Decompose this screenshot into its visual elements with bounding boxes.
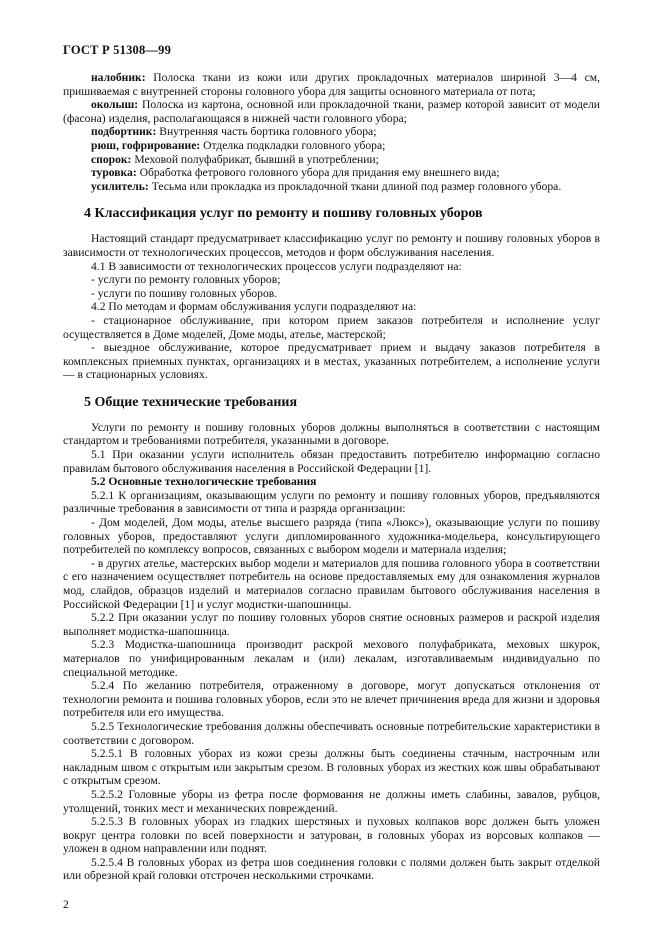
paragraph: 5.1 При оказании услуги исполнитель обязан предоставить потребителю информацию согласно правилам бытового обслуживания населения в Российской Федерации [1]. [63, 448, 600, 475]
definition-term: рюш, гофрирование: [91, 138, 201, 152]
definition-item [63, 166, 600, 180]
list-item: - Дом моделей, Дом моды, ателье высшего разряда (типа «Люкс»), оказывающие услуги по пошиву головных уборов, предоставляют услуги дипломированного художника-модельера, консультирующего потребителей по комплексу вопросов, связанных с выбором модели и материала изделия; [63, 516, 600, 557]
list-item: - в других ателье, мастерских выбор модели и материалов для пошива головного убора в соответствии с его назначением осуществляет потребитель на основе предоставляемых ему для ознакомления журналов мод, слайдов, образцов изделий и материалов согласно правилам бытового обслуживания населения в Российской Федерации [1] и услуг модистки-шапошницы. [63, 556, 600, 611]
list-item: - выездное обслуживание, которое предусматривает прием и выдачу заказов потребителя в комплексных приемных пунктах, организациях и в местах, указанных потребителем, а исполнение услуги — в стационарных условиях. [63, 341, 600, 382]
definition-text: Отделка подкладки головного убора; [200, 138, 386, 152]
definition-text: Полоска из картона, основной или прокладочной ткани, размер которой зависит от модели (фасона) изделия, располагающаяся в нижней части головного убора; [63, 98, 600, 125]
definition-text: Внутренняя часть бортика головного убора; [156, 125, 377, 139]
definitions-list [63, 71, 600, 193]
paragraph: 4.2 По методам и формам обслуживания услуги подразделяют на: [91, 300, 417, 314]
paragraph: 5.2.5.1 В головных уборах из кожи срезы должны быть соединены стачным, настрочным или накладным швом с открытым или закрытым срезом. В головных уборах из жестких кож швы обрабатывают с открытым срезом. [63, 747, 600, 788]
definition-term: усилитель: [91, 179, 149, 193]
definition-term: налобник: [91, 71, 146, 84]
definition-term: туровка: [91, 166, 137, 180]
list-item: - услуги по ремонту головных уборов; [91, 273, 281, 287]
definition-item [63, 180, 600, 194]
paragraph: 5.2.4 По желанию потребителя, отраженному в договоре, могут допускаться отклонения от технологии ремонта и пошива головных уборов, если это не влечет причинения вреда для жизни и здоровья потребителя или его имущества. [63, 679, 600, 720]
definition-item [63, 98, 600, 125]
paragraph: Услуги по ремонту и пошиву головных уборов должны выполняться в соответствии с настоящим стандартом и требованиями потребителя, указанными в договоре. [63, 420, 600, 448]
page-number: 2 [63, 898, 69, 911]
paragraph: Настоящий стандарт предусматривает классификацию услуг по ремонту и пошиву головных уборов в зависимости от технологических процессов, методов и форм обслуживания населения. [63, 232, 600, 259]
list-item: - стационарное обслуживание, при котором прием заказов потребителя и исполнение услуг осуществляется в Доме моделей, Доме моды, ателье, мастерской; [63, 313, 600, 341]
subsection-heading: 5.2 Основные технологические требования [91, 475, 317, 489]
paragraph: 5.2.5.4 В головных уборах из фетра шов соединения головки с полями должен быть закрыт отделкой или обрезной край головки отстрочен несколькими строчками. [63, 855, 600, 883]
paragraph: 5.2.1 К организациям, оказывающим услуги по ремонту и пошиву головных уборов, предъявляются различные требования в зависимости от типа и разряда организации: [63, 488, 600, 516]
definition-term: околыш: [91, 98, 139, 112]
definition-text: Полоска ткани из кожи или других прокладочных материалов шириной 3—4 см, пришиваемая с внутренней стороны головного убора для защиты основного материала от пота; [63, 71, 600, 98]
paragraph: 5.2.2 При оказании услуг по пошиву головных уборов снятие основных размеров и раскрой изделия выполняет модистка-шапошница. [63, 611, 600, 638]
section-5-heading: 5 Общие технические требования [84, 394, 298, 410]
paragraph: 5.2.5.3 В головных уборах из гладких шерстяных и пуховых колпаков ворс должен быть уложен вокруг центра головки по всей поверхности и затурован, в головных уборах из ворсовых колпаков — уложен в одном направлении или поднят. [63, 815, 600, 856]
definition-item [63, 125, 600, 139]
definition-text: Меховой полуфабрикат, бывший в употреблении; [131, 152, 379, 166]
paragraph: 5.2.5 Технологические требования должны обеспечивать основные потребительские характеристики в соответствии с договором. [63, 719, 600, 747]
page-content [63, 71, 600, 883]
section-4-heading: 4 Классификация услуг по ремонту и пошиву головных уборов [84, 206, 483, 222]
definition-text: Тесьма или прокладка из прокладочной ткани длиной под размер головного убора. [148, 179, 562, 193]
definition-term: подбортник: [91, 125, 157, 139]
paragraph: 5.2.3 Модистка-шапошница производит раскрой мехового полуфабриката, меховых шкурок, материалов по унифицированным лекалам и (или) лекалам, изготавливаемым индивидуально по специальной методике. [63, 638, 600, 679]
definition-text: Обработка фетрового головного убора для придания ему внешнего вида; [136, 166, 500, 180]
definition-term: спорок: [91, 152, 132, 166]
definition-item [63, 139, 600, 153]
list-item: - услуги по пошиву головных уборов. [91, 286, 278, 300]
paragraph: 4.1 В зависимости от технологических процессов услуги подразделяют на: [91, 259, 462, 273]
definition-item [63, 153, 600, 167]
paragraph: 5.2.5.2 Головные уборы из фетра после формования не должны иметь слабины, завалов, рубцов, утолщений, тонких мест и механических повреждений. [63, 787, 600, 815]
document-code: ГОСТ Р 51308—99 [63, 43, 172, 57]
definition-item [63, 71, 600, 98]
